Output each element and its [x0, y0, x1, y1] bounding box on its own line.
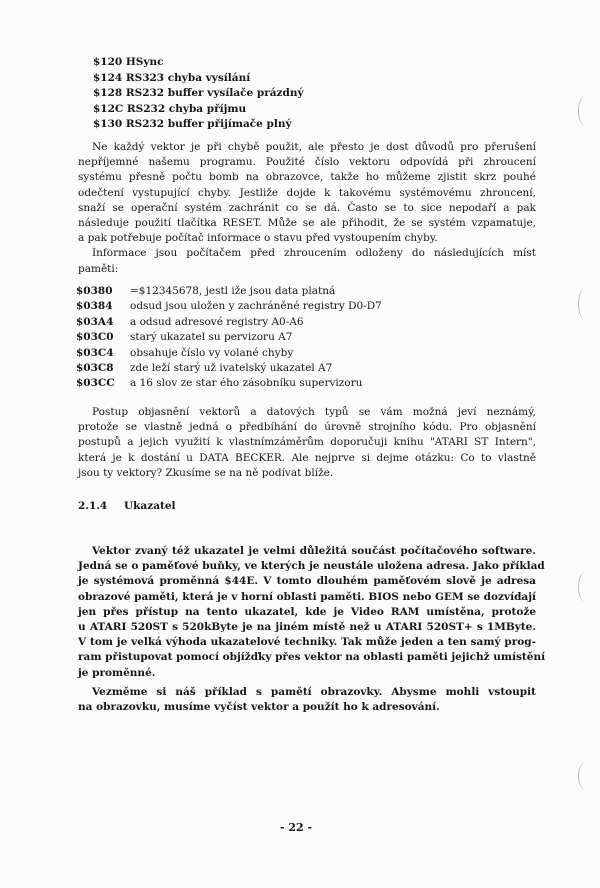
table-row	[76, 361, 382, 376]
text-line: je systémová proměnná $44E. V tomto dlouhém paměťovém slově je adresa	[78, 575, 536, 588]
binder-hole-mark	[578, 572, 593, 602]
text-line: odečtení vystupující chyby. Jestliže dojde k takovému systémovému zhroucení,	[78, 186, 536, 199]
text-line: protože se vlastně jedná o předbíhání do úrovně strojního kódu. Pro objasnění	[78, 421, 536, 434]
table-row	[76, 330, 382, 345]
table-row	[76, 284, 382, 299]
paragraph-screen-memory	[78, 685, 536, 715]
text-line: následuje použití tlačítka RESET. Může se ale přihodit, že se systém vzpamatuje,	[78, 217, 536, 230]
paragraph-vectors-intro	[78, 405, 536, 481]
list-item: $128 RS232 buffer vysílače prázdný	[93, 87, 304, 99]
text-line: která je k dostání u DATA BECKER. Ale nejprve si dejme otázku: Co to vlastně	[78, 451, 536, 464]
text-line: Postup objasnění vektorů a datových typů se vám možná jeví neznámý,	[92, 406, 536, 418]
text-line: na obrazovku, musíme vyčíst vektor a použít ho k adresování.	[78, 701, 440, 714]
memory-address: $0380	[76, 285, 113, 297]
list-item: $124 RS323 chyba vysílání	[93, 71, 251, 84]
binder-hole-mark	[578, 96, 593, 126]
section-title: Ukazatel	[124, 500, 176, 512]
memory-description: obsahuje číslo vy volané chyby	[130, 346, 294, 359]
list-item: $130 RS232 buffer přijímače plný	[93, 118, 292, 130]
text-line: je proměnné.	[78, 666, 156, 679]
memory-address: $03A4	[76, 315, 114, 328]
text-line: jen přes přístup na tento ukazatel, kde je Video RAM umístěna, protože	[78, 605, 536, 618]
text-line: paměti:	[78, 262, 119, 275]
table-row	[76, 346, 382, 361]
text-line: Ne každý vektor je při chybě použit, ale přesto je dost důvodů pro přerušení	[92, 141, 536, 153]
text-line: nepříjemné našemu programu. Použité číslo vektoru odpovídá při zhroucení	[78, 156, 536, 169]
paragraph-pointer	[78, 544, 546, 681]
text-line: Vezměme si náš příklad s pamětí obrazovky. Abysme mohli vstoupit	[92, 686, 536, 698]
text-line: jsou ty vektory? Zkusíme se na ně podívat blíže.	[78, 466, 334, 479]
section-heading	[78, 500, 176, 512]
memory-address: $0384	[76, 300, 113, 313]
section-number: 2.1.4	[78, 500, 108, 512]
text-line: a pak potřebuje počítač informace o stavu před vystoupením chyby.	[78, 232, 438, 245]
list-item: $120 HSync	[93, 56, 164, 68]
memory-address: $03C8	[76, 362, 114, 375]
memory-table	[76, 284, 382, 392]
memory-description: =$12345678, jestl iže jsou data platná	[130, 285, 336, 297]
memory-description: odsud jsou uložen y zachráněné registry D0-D7	[130, 300, 382, 313]
memory-description: zde leží starý už ivatelský ukazatel A7	[130, 362, 333, 375]
memory-address: $03CC	[76, 377, 115, 390]
memory-address: $03C4	[76, 346, 114, 359]
table-row	[76, 299, 382, 314]
table-row	[76, 376, 382, 391]
memory-description: a odsud adresové registry A0-A6	[130, 315, 304, 328]
page-number: - 22 -	[280, 821, 313, 834]
text-line: Informace jsou počítačem před zhroucením odloženy do následujících míst	[92, 247, 536, 260]
text-line: postupů a jejich využití k vlastnímzáměrům doporučuji knihu "ATARI ST Intern",	[78, 436, 536, 449]
binder-hole-mark	[578, 288, 593, 320]
text-line: obrazové paměti, která je v horní oblasti paměti. BIOS nebo GEM se dozvídají	[78, 590, 536, 603]
text-line: ram přistupovat pomocí objížďky přes vektor na oblasti paměti jejichž umístění	[78, 651, 546, 664]
text-line: u ATARI 520ST s 520kByte je na jiném místě než u ATARI 520ST+ s 1MByte.	[78, 621, 536, 634]
paragraph-crash-info	[78, 140, 536, 277]
text-line: Jedná se o paměťové buňky, ve kterých je neustále uložena adresa. Jako příklad	[78, 560, 545, 573]
text-line: Vektor zvaný též ukazatel je velmi důležitá součást počítačového software.	[92, 545, 536, 557]
binder-hole-mark	[578, 762, 593, 790]
vector-list	[93, 55, 304, 133]
memory-description: a 16 slov ze star ého zásobníku supervizoru	[130, 377, 363, 390]
text-line: V tom je velká výhoda ukazatelové techniky. Tak může jeden a ten samý prog-	[78, 636, 536, 649]
memory-address: $03C0	[76, 331, 114, 344]
text-line: snaží se operační systém zachránit co se dá. Často se to sice nepodaří a pak	[78, 201, 536, 214]
memory-description: starý ukazatel su pervizoru A7	[130, 331, 293, 344]
text-line: systému přesně počtu bomb na obrazovce, takže ho můžeme zjistit skrz pouhé	[78, 171, 536, 184]
list-item: $12C RS232 chyba příjmu	[93, 102, 247, 115]
table-row	[76, 315, 382, 330]
